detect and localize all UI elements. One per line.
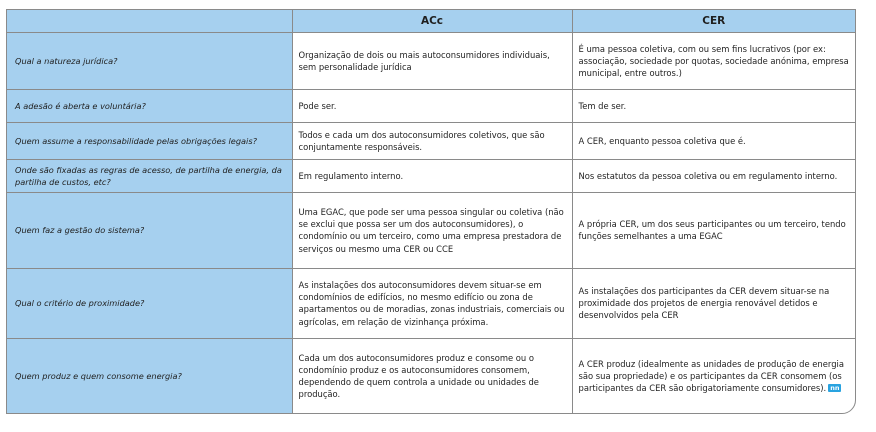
row-question: Quem faz a gestão do sistema? (7, 193, 292, 268)
row-acc-answer: Cada um dos autoconsumidores produz e consome ou o condomínio produz e os autoconsumidores consomem, dependendo de quem controla a unidade ou unidades de produção. (292, 339, 572, 414)
header-empty-cell (7, 10, 292, 33)
row-cer-answer: Nos estatutos da pessoa coletiva ou em regulamento interno. (572, 160, 855, 193)
row-question: A adesão é aberta e voluntária? (7, 89, 292, 122)
row-cer-answer: A CER, enquanto pessoa coletiva que é. (572, 122, 855, 159)
comparison-table-container (6, 9, 856, 414)
row-cer-answer-text: A CER produz (idealmente as unidades de produção de energia são sua propriedade) e os participantes da CER consomem (os participantes da CER são obrigatoriamente consumidores). (578, 358, 844, 394)
table-row (7, 339, 855, 414)
row-acc-answer: Organização de dois ou mais autoconsumidores individuais, sem personalidade jurídica (292, 33, 572, 90)
table-header-row (7, 10, 855, 33)
row-acc-answer: Pode ser. (292, 89, 572, 122)
table-row (7, 122, 855, 159)
row-question: Qual a natureza jurídica? (7, 33, 292, 90)
row-acc-answer: Em regulamento interno. (292, 160, 572, 193)
row-acc-answer: Uma EGAC, que pode ser uma pessoa singular ou coletiva (não se exclui que possa ser um dos autoconsumidores), o condomínio ou um terceiro, como uma empresa prestadora de serviços ou mesmo uma CER ou CCE (292, 193, 572, 268)
table-row (7, 268, 855, 338)
row-cer-answer: Tem de ser. (572, 89, 855, 122)
row-acc-answer: As instalações dos autoconsumidores devem situar-se em condomínios de edifícios, no mesmo edifício ou zona de apartamentos ou de moradias, zonas industriais, comerciais ou agrícolas, em relação de vizinhança próxima. (292, 268, 572, 338)
row-question: Quem produz e quem consome energia? (7, 339, 292, 414)
header-cer: CER (572, 10, 855, 33)
row-question: Quem assume a responsabilidade pelas obrigações legais? (7, 122, 292, 159)
row-question: Onde são fixadas as regras de acesso, de partilha de energia, da partilha de custos, etc? (7, 160, 292, 193)
table-row (7, 160, 855, 193)
row-acc-answer: Todos e cada um dos autoconsumidores coletivos, que são conjuntamente responsáveis. (292, 122, 572, 159)
row-cer-answer (572, 339, 855, 414)
table-row (7, 89, 855, 122)
row-cer-answer: A própria CER, um dos seus participantes ou um terceiro, tendo funções semelhantes a uma EGAC (572, 193, 855, 268)
table-row (7, 33, 855, 90)
row-cer-answer: É uma pessoa coletiva, com ou sem fins lucrativos (por ex: associação, sociedade por quotas, sociedade anónima, empresa municipal, entre outros.) (572, 33, 855, 90)
row-question: Qual o critério de proximidade? (7, 268, 292, 338)
comparison-table (7, 10, 855, 413)
header-acc: ACc (292, 10, 572, 33)
table-row (7, 193, 855, 268)
row-cer-answer: As instalações dos participantes da CER devem situar-se na proximidade dos projetos de energia renovável detidos e desenvolvidos pela CER (572, 268, 855, 338)
reference-badge[interactable]: nn (830, 384, 840, 393)
